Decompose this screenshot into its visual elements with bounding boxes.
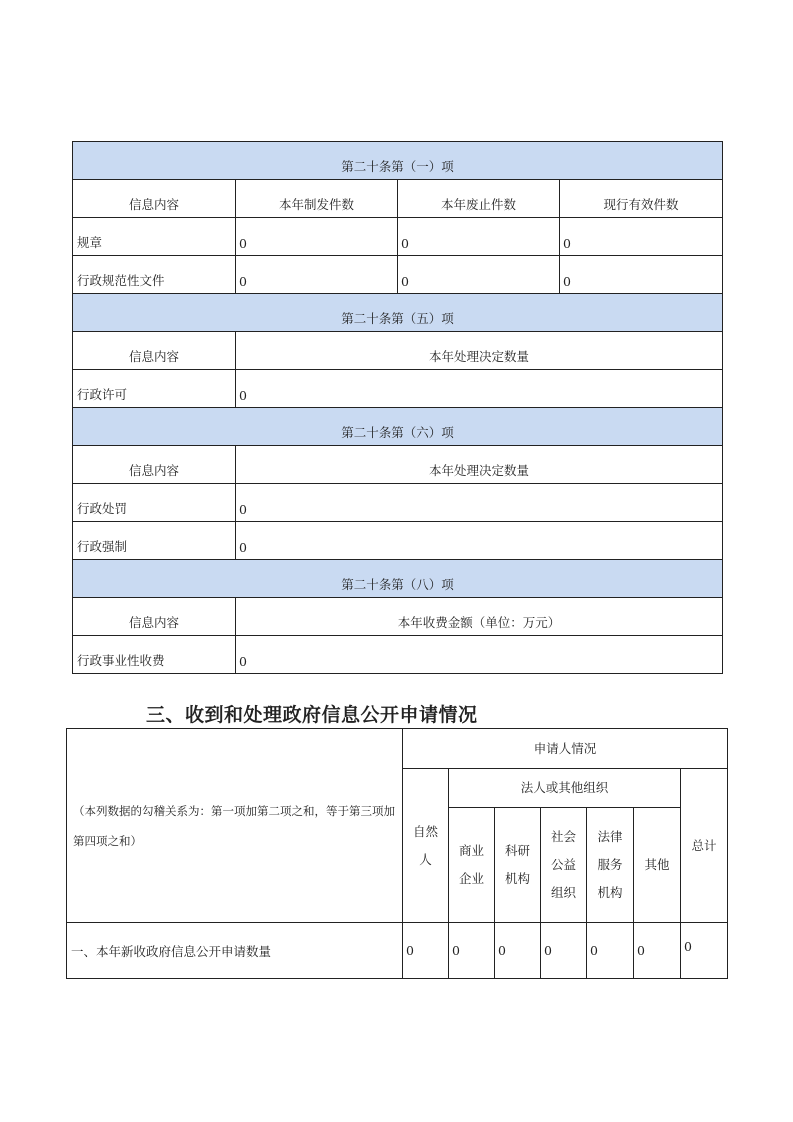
cell-value: 0	[236, 218, 398, 256]
applicant-header: 申请人情况	[403, 729, 728, 769]
item1-col-abolished: 本年废止件数	[398, 180, 560, 218]
col-other: 其他	[634, 808, 681, 923]
cell-value: 0	[587, 923, 634, 979]
col-research-line2: 机构	[504, 871, 530, 886]
col-research	[495, 808, 541, 923]
cell-value: 0	[495, 923, 541, 979]
cell-value: 0	[541, 923, 587, 979]
row-label: 一、本年新收政府信息公开申请数量	[67, 923, 403, 979]
table-row	[73, 522, 723, 560]
row-label: 行政强制	[73, 522, 236, 560]
item5-col-count: 本年处理决定数量	[236, 332, 723, 370]
cell-value: 0	[403, 923, 449, 979]
col-natural-person	[403, 769, 449, 923]
item1-col-valid: 现行有效件数	[560, 180, 723, 218]
table-row	[67, 923, 728, 979]
col-natural-person-line2: 人	[419, 851, 432, 867]
row-label: 规章	[73, 218, 236, 256]
col-commercial	[449, 808, 495, 923]
cell-value: 0	[236, 484, 723, 522]
col-legal-service	[587, 808, 634, 923]
item8-col-amount: 本年收费金额（单位：万元）	[236, 598, 723, 636]
item1-col-info: 信息内容	[73, 180, 236, 218]
cell-value: 0	[560, 256, 723, 294]
legal-group-header: 法人或其他组织	[449, 769, 681, 808]
col-legal-service-line1: 法律	[597, 829, 623, 844]
cell-value: 0	[236, 370, 723, 408]
table-row	[73, 218, 723, 256]
item6-col-count: 本年处理决定数量	[236, 446, 723, 484]
item5-header: 第二十条第（五）项	[73, 294, 723, 332]
cell-value: 0	[236, 522, 723, 560]
item1-col-issued: 本年制发件数	[236, 180, 398, 218]
col-legal-service-line2: 服务	[597, 857, 623, 872]
row-label: 行政规范性文件	[73, 256, 236, 294]
relation-note: （本列数据的勾稽关系为：第一项加第二项之和，等于第三项加第四项之和）	[67, 729, 403, 923]
item8-header: 第二十条第（八）项	[73, 560, 723, 598]
col-social-line2: 公益	[550, 857, 576, 872]
cell-value: 0	[560, 218, 723, 256]
col-research-line1: 科研	[504, 843, 530, 858]
col-natural-person-line1: 自然	[412, 823, 438, 839]
table-row	[73, 370, 723, 408]
row-label: 行政许可	[73, 370, 236, 408]
col-social-line1: 社会	[550, 829, 576, 844]
cell-value: 0	[398, 256, 560, 294]
col-social	[541, 808, 587, 923]
col-total: 总计	[681, 769, 728, 923]
table-row	[73, 636, 723, 674]
item5-col-info: 信息内容	[73, 332, 236, 370]
item6-col-info: 信息内容	[73, 446, 236, 484]
cell-value: 0	[236, 636, 723, 674]
cell-value-total: 0	[681, 923, 728, 979]
cell-value: 0	[634, 923, 681, 979]
section3-table	[66, 728, 728, 979]
cell-value: 0	[449, 923, 495, 979]
cell-value: 0	[398, 218, 560, 256]
section3-title: 三、收到和处理政府信息公开申请情况	[146, 704, 478, 726]
col-commercial-line2: 企业	[458, 871, 484, 886]
col-social-line3: 组织	[550, 885, 576, 900]
item6-header: 第二十条第（六）项	[73, 408, 723, 446]
item1-header: 第二十条第（一）项	[73, 142, 723, 180]
table-row	[73, 256, 723, 294]
cell-value: 0	[236, 256, 398, 294]
col-commercial-line1: 商业	[458, 843, 484, 858]
table-row	[73, 484, 723, 522]
section2-table	[72, 141, 723, 674]
item8-col-info: 信息内容	[73, 598, 236, 636]
col-legal-service-line3: 机构	[597, 885, 623, 900]
row-label: 行政事业性收费	[73, 636, 236, 674]
row-label: 行政处罚	[73, 484, 236, 522]
